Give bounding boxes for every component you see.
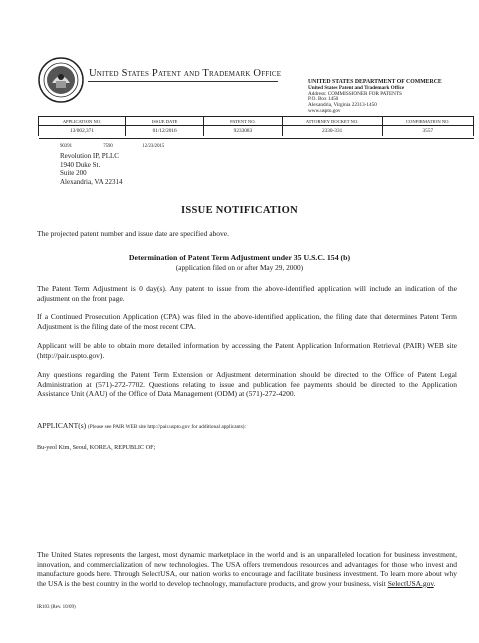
notice-heading: ISSUE NOTIFICATION xyxy=(181,205,298,216)
cpa-paragraph: If a Continued Prosecution Application (CPA) was filed in the above-identified application, the filing date that determines Patent Term Adjustment is the filing date of the most recent CPA. xyxy=(37,312,457,331)
uspto-seal-icon xyxy=(38,57,84,103)
applicant-label: APPLICANT(s) xyxy=(37,421,87,430)
form-revision-code: IR103 (Rev. 10/09) xyxy=(37,605,76,610)
applicant-note: (Please see PAIR WEB site http://pair.uspto.gov for additional applicants): xyxy=(88,424,247,430)
agency-line: Address: COMMISSIONER FOR PATENTS xyxy=(308,90,402,97)
applicant-name: Bu-yeol Kim, Seoul, KOREA, REPUBLIC OF; xyxy=(37,444,156,451)
closing-paragraph xyxy=(37,550,457,588)
correspondence-address xyxy=(60,152,123,186)
agency-line: UNITED STATES DEPARTMENT OF COMMERCE xyxy=(308,79,442,85)
agency-line: Alexandria, Virginia 22313-1450 xyxy=(308,102,377,109)
pair-paragraph: Applicant will be able to obtain more detailed information by accessing the Patent Application Information Retrieval (PAIR) WEB site (http://pair.uspto.gov). xyxy=(37,341,457,360)
customer-code: 90391 xyxy=(60,144,72,149)
application-info-table xyxy=(38,116,474,139)
issue-date: 01/12/2016 xyxy=(126,126,204,137)
table-header: APPLICATION NO. xyxy=(39,117,126,126)
intro-paragraph: The projected patent number and issue date are specified above. xyxy=(37,229,230,238)
address-line: Suite 200 xyxy=(60,169,87,178)
title-divider xyxy=(88,81,278,82)
table-header: CONFIRMATION NO. xyxy=(382,117,473,126)
agency-website: www.uspto.gov xyxy=(308,107,341,114)
application-number: 13/002,371 xyxy=(39,126,126,137)
mailing-date: 12/23/2015 xyxy=(142,144,165,149)
agency-line: P.O. Box 1450 xyxy=(308,96,339,103)
address-line: 1940 Duke St. xyxy=(60,160,101,169)
selectusa-link[interactable]: SelectUSA.gov xyxy=(387,578,434,588)
table-header: ATTORNEY DOCKET NO. xyxy=(282,117,382,126)
address-line: Revolution IP, PLLC xyxy=(60,152,119,160)
pta-subtitle: (application filed on or after May 29, 2000) xyxy=(175,263,304,272)
applicant-section xyxy=(37,421,457,433)
questions-paragraph: Any questions regarding the Patent Term Extension or Adjustment determination should be directed to the Office of Patent Legal Administration at (571)-272-7702. Questions relating to issue and publication fee payments should be directed to the Application Assistance Unit (AAU) of the Office of Data Management (ODM) at (571)-272-4200. xyxy=(37,370,457,399)
agency-line: United States Patent and Trademark Office xyxy=(308,84,405,91)
form-code: 7590 xyxy=(103,144,113,149)
address-line: Alexandria, VA 22314 xyxy=(60,177,123,186)
mailing-codes xyxy=(60,144,164,149)
confirmation-number: 3557 xyxy=(382,126,473,137)
closing-end: . xyxy=(433,578,436,588)
table-header: PATENT NO. xyxy=(204,117,282,126)
pta-title: Determination of Patent Term Adjustment under 35 U.S.C. 154 (b) xyxy=(128,253,351,262)
attorney-docket-number: 2330-331 xyxy=(282,126,382,137)
closing-text: The United States represents the largest, most dynamic marketplace in the world and is an unparalleled location for business investment, innovation, and commercialization of new technologies. The USA offers tremendous resources and advantages for those who invest and manufacture goods here. Through SelectUSA, our nation works to encourage and facilitate business investment. To learn more about why the USA is the best country in the world to develop technology, manufacture products, and grow your business, visit xyxy=(37,550,457,588)
adjustment-paragraph: The Patent Term Adjustment is 0 day(s). Any patent to issue from the above-identified application will include an indication of the adjustment on the front page. xyxy=(37,284,457,303)
table-header: ISSUE DATE xyxy=(126,117,204,126)
office-title: United States Patent and Trademark Office xyxy=(89,68,282,79)
patent-number: 9233083 xyxy=(204,126,282,137)
agency-address-block xyxy=(308,80,442,115)
